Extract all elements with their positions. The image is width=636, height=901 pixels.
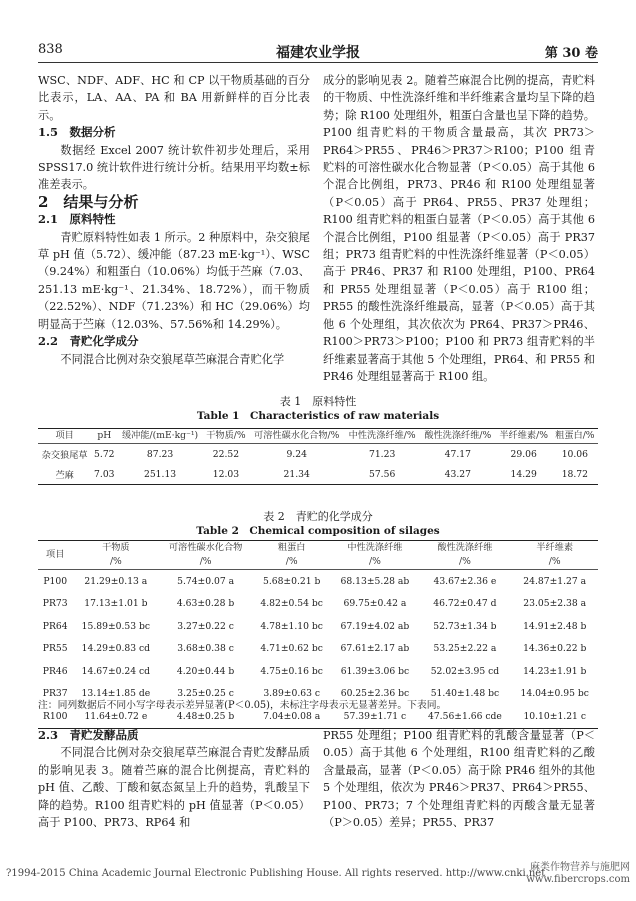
- table-unit-cell: /%: [252, 555, 332, 570]
- section-2-1-heading: 2.1 原料特性: [38, 212, 116, 227]
- table-row: [38, 464, 598, 485]
- table-cell: 17.13±1.01 b: [84, 598, 148, 610]
- table-cell: 14.23±1.91 b: [523, 665, 587, 677]
- table-header-cell: 酸性洗涤纤维/%: [424, 430, 492, 441]
- table-cell: 53.25±2.22 a: [433, 643, 497, 655]
- table-cell: 4.75±0.16 bc: [260, 665, 323, 677]
- table-cell: 43.67±2.36 e: [433, 575, 497, 587]
- section-2-heading: 2 结果与分析: [38, 192, 139, 211]
- table-footnote: 注：同列数据后不同小写字母表示差异显著(P＜0.05)，未标注字母表示无显著差异。下表同。: [38, 700, 447, 711]
- table-cell: 22.52: [212, 448, 240, 460]
- table-unit-cell: /%: [159, 555, 252, 570]
- table-cell: 14.36±0.22 b: [523, 643, 587, 655]
- table-cell: 4.63±0.28 b: [176, 598, 235, 610]
- section-2-3-body: 不同混合比例对杂交狼尾草苎麻混合青贮发酵品质的影响见表 3。随着苎麻的混合比例提高，青贮料的 pH 值、乙酸、丁酸和氨态氮呈上升的趋势，乳酸呈下降的趋势。R100 组青贮料的 pH 值显著（P＜0.05）高于 P100、PR73、RP64 和: [38, 746, 310, 830]
- table-row: [38, 593, 598, 616]
- table-cell: 67.19±4.02 ab: [340, 620, 410, 632]
- copyright-line: [6, 868, 545, 879]
- table-cell: 46.72±0.47 d: [433, 598, 497, 610]
- table-row: [38, 638, 598, 661]
- table-cell: 15.89±0.53 bc: [81, 620, 151, 632]
- section-1-5-heading: 1.5 数据分析: [38, 125, 116, 140]
- table-header-cell: 粗蛋白: [277, 542, 306, 553]
- volume-label: 第 30 卷: [544, 46, 598, 61]
- table-cell: 9.24: [286, 448, 307, 460]
- section-2-2-body: 不同混合比例对杂交狼尾草苎麻混合青贮化学: [60, 352, 285, 366]
- left-column-top: [38, 72, 310, 368]
- table-header-cell: 中性洗涤纤维/%: [348, 430, 416, 441]
- table-cell: 18.72: [561, 468, 588, 480]
- table-cell: 3.89±0.63 c: [263, 688, 321, 700]
- table-cell: 57.56: [368, 468, 396, 480]
- table-cell: R100: [42, 710, 68, 722]
- table1-caption-en: Table 1 Characteristics of raw materials: [196, 410, 440, 422]
- table-cell: 60.25±2.36 bc: [340, 688, 410, 700]
- table-cell: PR73: [42, 598, 68, 610]
- table-header-cell: pH: [97, 430, 112, 441]
- table-cell: 14.04±0.95 bc: [520, 688, 589, 700]
- table-cell: P100: [43, 575, 68, 587]
- table-cell: PR55: [42, 643, 68, 655]
- table2-discussion: 成分的影响见表 2。随着苎麻混合比例的提高，青贮料的干物质、中性洗涤纤维和半纤维素含量均呈下降的趋势；除 R100 处理组外，粗蛋白含量也呈下降的趋势。P100 组青贮料的干物质含量最高，其次 PR73＞PR64＞PR55、PR46＞PR37＞R100；P100 组青贮料的可溶性碳水化合物显著（P＜0.05）高于其他 6 个混合比例组，PR73、PR46 和 R100 处理组显著（P＜0.05）高于 PR64、PR55、PR37 处理组；R100 组青贮料的粗蛋白显著（P＜0.05）高于其他 6 个混合比例组，P100 组显著（P＜0.05）高于 PR37 组；PR73 组青贮料的中性洗涤纤维显著（P＜0.05）高于 PR46、PR37 和 R100 处理组，P100、PR64 和 PR55 处理组显著（P＜0.05）高于 R100 组；PR55 的酸性洗涤纤维最高，显著（P＜0.05）高于其他 6 个处理组，其次依次为 PR64、PR37＞PR46、R100＞PR73＞P100；P100 和 PR73 组青贮料的半纤维素显著高于其他 5 个处理组，PR64、和 PR55 和 PR46 处理组显著高于 R100 组。: [323, 74, 595, 383]
- table-cell: 13.14±1.85 de: [81, 688, 151, 700]
- table-cell: 4.71±0.62 bc: [260, 643, 323, 655]
- table-cell: 71.23: [368, 448, 396, 460]
- table-cell: 7.03: [94, 468, 115, 480]
- section-2-1-body: 青贮原料特性如表 1 所示。2 种原料中，杂交狼尾草 pH 值（5.72）、缓冲能（87.23 mE·kg⁻¹）、WSC（9.24%）和粗蛋白（10.06%）均低于苎麻（7.03、251.13 mE·kg⁻¹、21.34%、18.72%），而干物质（22.52%）、NDF（71.23%）和 HC（29.06%）均明显高于苎麻（12.03%、57.56%和 14.29%）。: [38, 230, 310, 331]
- table-cell: 61.39±3.06 bc: [340, 665, 410, 677]
- table-row: [38, 660, 598, 683]
- table-cell: 5.68±0.21 b: [262, 575, 321, 587]
- table-row: [38, 444, 598, 465]
- table-cell: 24.87±1.27 a: [523, 575, 587, 587]
- table-cell: 4.20±0.44 b: [176, 665, 235, 677]
- table-cell: 7.04±0.08 a: [263, 710, 321, 722]
- table-header-cell: 可溶性碳水化合物/%: [254, 430, 340, 441]
- table-cell: 4.78±1.10 bc: [260, 620, 323, 632]
- table-cell: 苎麻: [55, 470, 74, 481]
- table-unit-cell: /%: [72, 555, 159, 570]
- left-column-bottom: [38, 727, 310, 831]
- table2-caption-en: Table 2 Chemical composition of silages: [196, 525, 440, 537]
- table-cell: 23.05±2.38 a: [523, 598, 587, 610]
- intro-paragraph: WSC、NDF、ADF、HC 和 CP 以干物质基础的百分比表示，LA、AA、PA 和 BA 用新鲜样的百分比表示。: [38, 74, 310, 122]
- table-cell: PR64: [42, 620, 68, 632]
- table-cell: 杂交狼尾草: [41, 450, 88, 461]
- table-header-cell: 干物质: [102, 542, 130, 553]
- table2-caption: [38, 509, 598, 539]
- page-number: 838: [38, 42, 63, 57]
- section-2-3-heading: 2.3 青贮发酵品质: [38, 728, 139, 742]
- table-cell: 14.91±2.48 b: [523, 620, 587, 632]
- table-cell: 5.74±0.07 a: [177, 575, 235, 587]
- table-cell: 10.06: [561, 448, 588, 460]
- running-header: [38, 42, 598, 63]
- table-cell: 12.03: [212, 468, 240, 480]
- table-cell: 67.61±2.17 ab: [340, 643, 410, 655]
- table-header-cell: 项目: [55, 430, 74, 441]
- table-cell: 4.82±0.54 bc: [260, 598, 323, 610]
- table1-raw-materials: [38, 428, 598, 485]
- right-column-bottom: [323, 727, 595, 831]
- journal-title: 福建农业学报: [276, 45, 360, 61]
- table-cell: 14.67±0.24 cd: [81, 665, 151, 677]
- table-header-cell: 半纤维素/%: [499, 430, 548, 441]
- table-unit-cell: /%: [511, 555, 598, 570]
- table-row: [38, 615, 598, 638]
- table-cell: 29.06: [510, 448, 537, 460]
- watermark: [526, 862, 630, 886]
- section-1-5-body: 数据经 Excel 2007 统计软件初步处理后，采用 SPSS17.0 统计软件进行统计分析。结果用平均数±标准差表示。: [38, 143, 310, 192]
- table-cell: 3.25±0.25 c: [177, 688, 234, 700]
- table-cell: 47.17: [444, 448, 471, 460]
- copyright-text: ?1994-2015 China Academic Journal Electronic Publishing House. All rights reserved.: [6, 868, 443, 879]
- table-cell: 14.29: [510, 468, 537, 480]
- table-header-cell: 粗蛋白/%: [555, 430, 595, 441]
- table2-caption-cn: 表 2 青贮的化学成分: [263, 510, 373, 523]
- section-2-2-heading: 2.2 青贮化学成分: [38, 334, 139, 349]
- table-cell: 251.13: [143, 468, 177, 480]
- table-header-cell: 项目: [38, 541, 72, 570]
- table-row: [38, 570, 598, 593]
- table-cell: 47.56±1.66 cde: [427, 710, 502, 722]
- watermark-cn: 麻类作物营养与施肥网: [530, 862, 630, 873]
- table-header-cell: 半纤维素: [536, 542, 574, 553]
- table-cell: 52.02±3.95 cd: [430, 665, 500, 677]
- table-header-cell: 可溶性碳水化合物: [168, 542, 243, 553]
- table-cell: 21.34: [283, 468, 310, 480]
- table-cell: 52.73±1.34 b: [433, 620, 497, 632]
- table-cell: 57.39±1.71 c: [343, 710, 407, 722]
- table1-caption-cn: 表 1 原料特性: [279, 395, 357, 408]
- table-cell: 4.48±0.25 b: [176, 710, 235, 722]
- cnki-link[interactable]: http://www.cnki.net: [445, 868, 546, 879]
- watermark-url: www.fibercrops.com: [526, 874, 630, 885]
- table-cell: 43.27: [444, 468, 471, 480]
- table-cell: 68.13±5.28 ab: [340, 575, 410, 587]
- table-cell: 3.27±0.22 c: [177, 620, 234, 632]
- table1-caption: [38, 394, 598, 424]
- table-cell: 14.29±0.83 cd: [81, 643, 151, 655]
- table-cell: 10.10±1.21 c: [523, 710, 586, 722]
- fermentation-discussion: PR55 处理组；P100 组青贮料的乳酸含量显著（P＜0.05）高于其他 6 个处理组，R100 组青贮料的乙酸含量最高，显著（P＜0.05）高于除 PR46 组外的其他 5 个处理组，依次为 PR46＞PR37、PR64＞PR55、P100、PR73；7 个处理组青贮料的丙酸含量无显著（P＞0.05）差异；PR55、PR37: [323, 729, 595, 830]
- table-cell: 69.75±0.42 a: [343, 598, 407, 610]
- table-cell: 5.72: [94, 448, 115, 460]
- table-unit-cell: /%: [331, 555, 418, 570]
- table-cell: PR46: [42, 665, 68, 677]
- table-cell: PR37: [42, 688, 68, 700]
- table-cell: 11.64±0.72 e: [84, 710, 148, 722]
- table-header-cell: 干物质/%: [206, 430, 246, 441]
- table-cell: 51.40±1.48 bc: [430, 688, 500, 700]
- table-cell: 3.68±0.38 c: [177, 643, 234, 655]
- table-cell: 87.23: [146, 448, 174, 460]
- table-cell: 21.29±0.13 a: [84, 575, 148, 587]
- table-header-cell: 中性洗涤纤维: [347, 542, 403, 553]
- table-unit-cell: /%: [418, 555, 511, 570]
- table-header-cell: 酸性洗涤纤维: [437, 542, 493, 553]
- right-column-top: [323, 72, 595, 385]
- table-header-cell: 缓冲能/(mE·kg⁻¹): [121, 430, 199, 441]
